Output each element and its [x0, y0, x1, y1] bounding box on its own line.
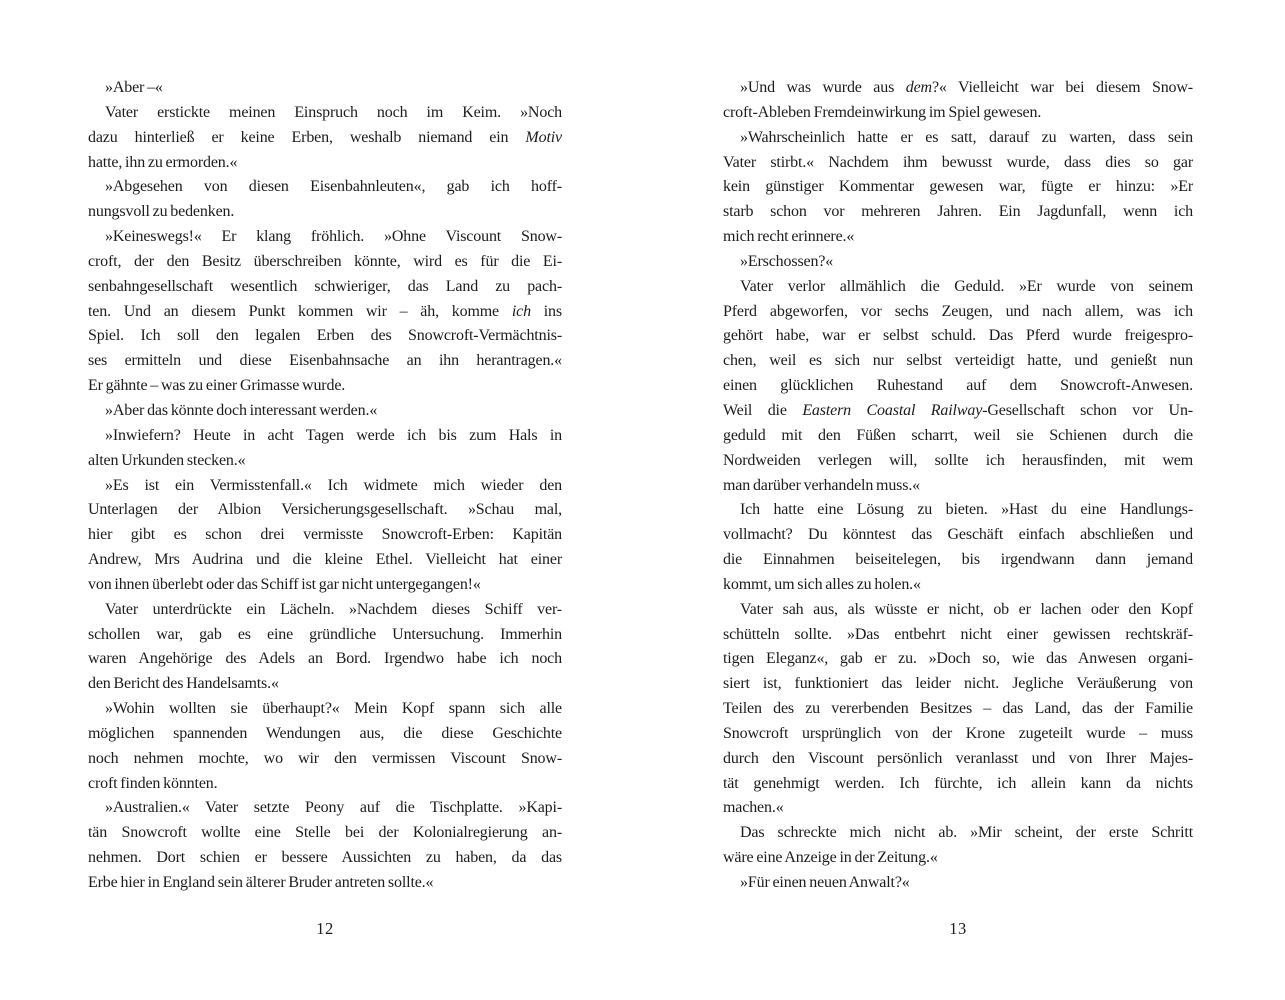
text-line: Pferd abgeworfen, vor sechs Zeugen, und nach allem, was ich — [723, 302, 1193, 320]
text-line: Ich hatte eine Lösung zu bieten. »Hast du eine Handlungs- — [740, 501, 1193, 519]
text-line: durch den Viscount persönlich veranlasst und von Ihrer Majes- — [723, 749, 1193, 767]
text-line: Unterlagen der Albion Versicherungsgesellschaft. »Schau mal, — [88, 501, 562, 519]
text-line: ten. Und an diesem Punkt kommen wir – äh, komme ich ins — [88, 302, 562, 320]
text-line: mich recht erinnere.« — [723, 228, 855, 246]
text-line: kommt, um sich alles zu holen.« — [723, 575, 921, 593]
page-12-number: 12 — [316, 919, 334, 938]
text-line: geduld mit den Füßen scharrt, weil sie Schienen durch die — [723, 426, 1193, 444]
paragraph — [723, 498, 1193, 597]
text-line: Das schreckte mich nicht ab. »Mir scheint, der erste Schritt — [740, 824, 1193, 842]
text-line: man darüber verhandeln muss.« — [723, 476, 921, 494]
text-line: hier gibt es schon drei vermisste Snowcroft-Erben: Kapitän — [88, 526, 562, 544]
text-line: croft, der den Besitz überschreiben könnte, wird es für die Ei- — [88, 252, 562, 270]
paragraph — [88, 424, 562, 474]
paragraph — [723, 126, 1193, 250]
text-line: »Wohin wollten sie überhaupt?« Mein Kopf spann sich alle — [105, 700, 562, 718]
text-line: croft-Ableben Fremdeinwirkung im Spiel gewesen. — [723, 103, 1042, 121]
text-line: tät genehmigt werden. Ich fürchte, ich allein kann da nichts — [723, 774, 1193, 792]
paragraph — [88, 225, 562, 399]
text-line: schollen war, gab es eine gründliche Untersuchung. Immerhin — [88, 625, 562, 643]
text-line: »Australien.« Vater setzte Peony auf die Tischplatte. »Kapi- — [105, 799, 562, 817]
text-line: gehört habe, war er selbst schuld. Das Pferd wurde freigespro- — [723, 327, 1193, 345]
text-line: Vater erstickte meinen Einspruch noch im Keim. »Noch — [105, 103, 562, 121]
paragraph — [88, 598, 562, 697]
text-line: von ihnen überlebt oder das Schiff ist gar nicht untergegangen!« — [88, 575, 481, 593]
paragraph — [88, 697, 562, 796]
text-line: »Wahrscheinlich hatte er es satt, darauf zu warten, dass sein — [740, 128, 1193, 146]
text-line: »Für einen neuen Anwalt?« — [740, 874, 910, 891]
text-line: Snowcroft ursprünglich von der Krone zugeteilt wurde – muss — [723, 724, 1193, 742]
paragraph — [723, 871, 1193, 896]
text-line: »Inwiefern? Heute in acht Tagen werde ich bis zum Hals in — [105, 426, 562, 444]
text-line: Teilen des zu vererbenden Besitzes – das Land, das der Familie — [723, 700, 1193, 718]
paragraph — [88, 796, 562, 895]
text-line: die Einnahmen beiseitelegen, bis irgendwann dann jemand — [723, 551, 1193, 569]
text-line: möglichen spannenden Wendungen aus, die diese Geschichte — [88, 724, 562, 742]
text-line: kein günstiger Kommentar gewesen war, fügte er hinzu: »Er — [723, 178, 1193, 196]
text-line: »Und was wurde aus dem?« Vielleicht war bei diesem Snow- — [740, 79, 1193, 96]
text-line: »Erschossen?« — [740, 252, 834, 270]
text-line: dazu hinterließ er keine Erben, weshalb niemand ein Motiv — [88, 128, 562, 146]
text-line: »Es ist ein Vermisstenfall.« Ich widmete mich wieder den — [105, 476, 562, 494]
page-13-text — [723, 76, 1193, 896]
paragraph — [723, 76, 1193, 126]
text-line: machen.« — [723, 799, 784, 817]
text-line: siert ist, funktioniert das leider nicht. Jegliche Veräußerung von — [723, 675, 1193, 693]
paragraph — [88, 175, 562, 225]
text-line: hatte, ihn zu ermorden.« — [88, 153, 238, 171]
page-13 — [723, 76, 1193, 976]
paragraph — [723, 821, 1193, 871]
text-line: Vater sah aus, als wüsste er nicht, ob er lachen oder den Kopf — [740, 600, 1193, 618]
text-line: Weil die Eastern Coastal Railway-Gesellschaft schon vor Un- — [723, 401, 1193, 419]
text-line: Vater unterdrückte ein Lächeln. »Nachdem dieses Schiff ver- — [105, 600, 562, 618]
paragraph — [88, 399, 562, 424]
page-13-number: 13 — [949, 919, 967, 938]
text-line: croft finden könnten. — [88, 774, 218, 792]
paragraph — [723, 275, 1193, 499]
text-line: »Keineswegs!« Er klang fröhlich. »Ohne Viscount Snow- — [105, 228, 562, 246]
text-line: tän Snowcroft wollte eine Stelle bei der Kolonialregierung an- — [88, 824, 562, 842]
text-line: Nordweiden verlegen will, sollte ich herausfinden, mit wem — [723, 451, 1193, 469]
text-line: »Aber –« — [105, 79, 163, 96]
text-line: waren Angehörige des Adels an Bord. Irgendwo habe ich noch — [88, 650, 562, 668]
text-line: wäre eine Anzeige in der Zeitung.« — [723, 849, 938, 867]
page-12-text — [88, 76, 562, 896]
paragraph — [88, 474, 562, 598]
text-line: Spiel. Ich soll den legalen Erben des Snowcroft-Vermächtnis- — [88, 327, 562, 345]
text-line: vollmacht? Du könntest das Geschäft einfach abschließen und — [723, 526, 1193, 544]
text-line: starb schon vor mehreren Jahren. Ein Jagdunfall, wenn ich — [723, 203, 1193, 221]
text-line: Andrew, Mrs Audrina und die kleine Ethel. Vielleicht hat einer — [88, 551, 562, 569]
paragraph — [723, 250, 1193, 275]
text-line: tigen Eleganz«, gab er zu. »Doch so, wie das Anwesen organi- — [723, 650, 1193, 668]
text-line: Erbe hier in England sein älterer Bruder antreten sollte.« — [88, 874, 434, 891]
text-line: nehmen. Dort schien er bessere Aussichten zu haben, da das — [88, 849, 562, 867]
text-line: Vater verlor allmählich die Geduld. »Er wurde von seinem — [740, 277, 1193, 295]
paragraph — [88, 76, 562, 101]
text-line: schütteln sollte. »Das entbehrt nicht einer gewissen rechtskräf- — [723, 625, 1193, 643]
text-line: Er gähnte – was zu einer Grimasse wurde. — [88, 377, 346, 395]
page-12 — [88, 76, 562, 976]
paragraph — [88, 101, 562, 176]
text-line: »Aber das könnte doch interessant werden.« — [105, 401, 378, 419]
paragraph — [723, 598, 1193, 822]
text-line: senbahngesellschaft wesentlich schwieriger, das Land zu pach- — [88, 277, 562, 295]
text-line: chen, weil es sich nur selbst verteidigt hatte, und genießt nun — [723, 352, 1193, 370]
text-line: den Bericht des Handelsamts.« — [88, 675, 279, 693]
text-line: nungsvoll zu bedenken. — [88, 203, 235, 221]
text-line: Vater stirbt.« Nachdem ihm bewusst wurde, dass dies so gar — [723, 153, 1193, 171]
text-line: ses ermitteln und diese Eisenbahnsache an ihn herantragen.« — [88, 352, 562, 370]
text-line: »Abgesehen von diesen Eisenbahnleuten«, gab ich hoff- — [105, 178, 562, 196]
text-line: alten Urkunden stecken.« — [88, 451, 246, 469]
text-line: einen glücklichen Ruhestand auf dem Snowcroft-Anwesen. — [723, 377, 1193, 395]
text-line: noch nehmen mochte, wo wir den vermissen Viscount Snow- — [88, 749, 562, 767]
